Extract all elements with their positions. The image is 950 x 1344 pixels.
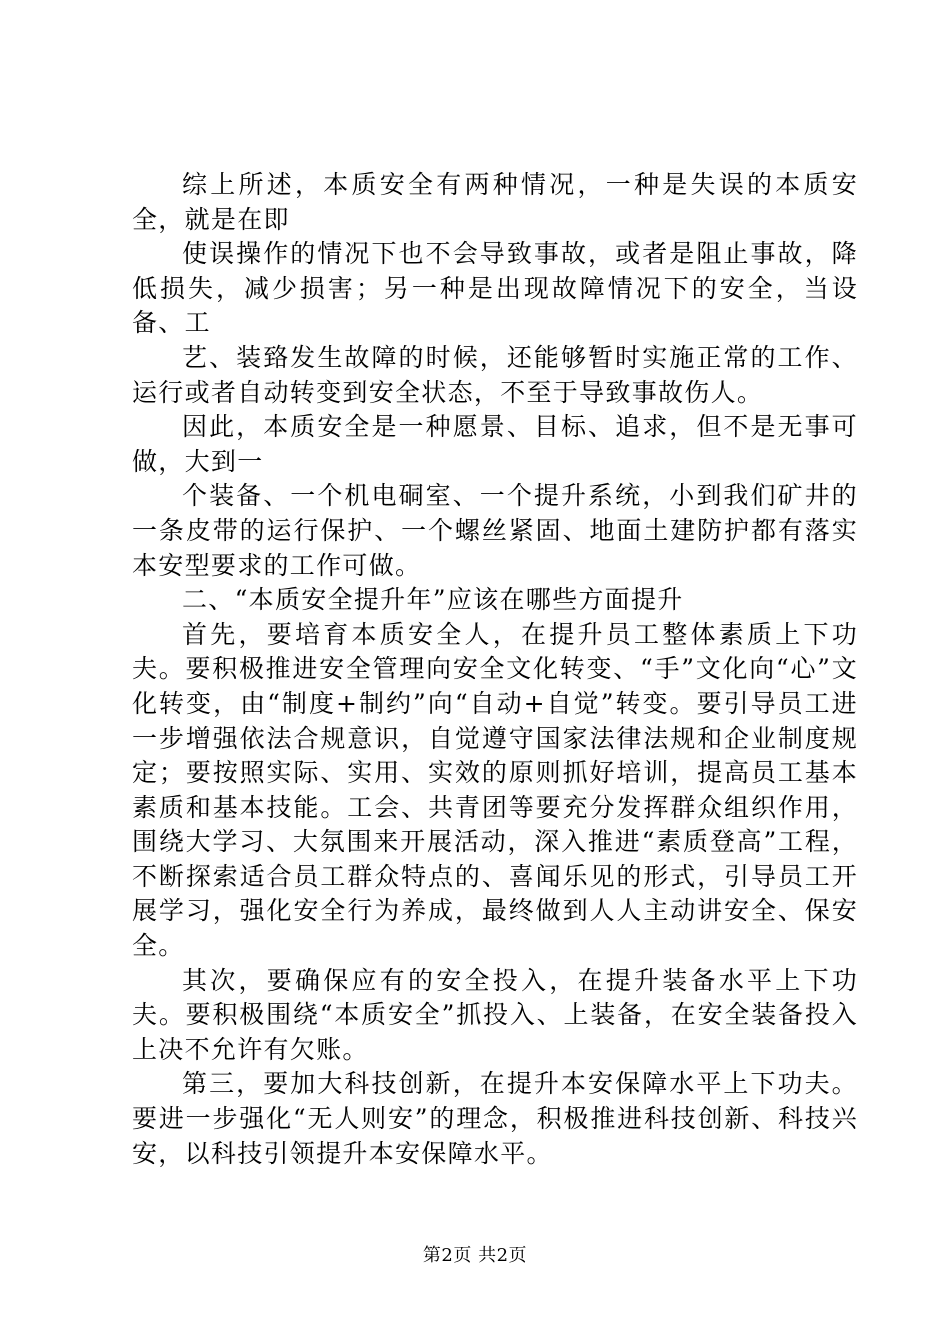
paragraph-8: 其次，要确保应有的安全投入，在提升装备水平上下功夫。要积极围绕“本质安全”抓投入、上装备，在安全装备投入上决不允许有欠账。 <box>132 965 858 1064</box>
document-body <box>132 168 858 1171</box>
paragraph-5: 个装备、一个机电硐室、一个提升系统，小到我们矿井的一条皮带的运行保护、一个螺丝紧固、地面土建防护都有落实本安型要求的工作可做。 <box>132 481 858 580</box>
page-number-label: 第2页 共2页 <box>422 1245 528 1266</box>
paragraph-3: 艺、装臵发生故障的时候，还能够暂时实施正常的工作、运行或者自动转变到安全状态，不至于导致事故伤人。 <box>132 342 858 407</box>
paragraph-2: 使误操作的情况下也不会导致事故，或者是阻止事故，降低损失，减少损害；另一种是出现故障情况下的安全，当设备、工 <box>132 239 858 338</box>
paragraph-7: 首先，要培育本质安全人，在提升员工整体素质上下功夫。要积极推进安全管理向安全文化转变、“手”文化向“心”文化转变，由“制度+制约”向“自动+自觉”转变。要引导员工进一步增强依法合规意识，自觉遵守国家法律法规和企业制度规定；要按照实际、实用、实效的原则抓好培训，提高员工基本素质和基本技能。工会、共青团等要充分发挥群众组织作用，围绕大学习、大氛围来开展活动，深入推进“素质登高”工程，不断探索适合员工群众特点的、喜闻乐见的形式，引导员工开展学习，强化安全行为养成，最终做到人人主动讲安全、保安全。 <box>132 619 858 961</box>
paragraph-4: 因此，本质安全是一种愿景、目标、追求，但不是无事可做，大到一 <box>132 412 858 476</box>
page-footer <box>0 1245 950 1267</box>
paragraph-9: 第三，要加大科技创新，在提升本安保障水平上下功夫。要进一步强化“无人则安”的理念，积极推进科技创新、科技兴安，以科技引领提升本安保障水平。 <box>132 1069 858 1168</box>
section-heading: 二、“本质安全提升年”应该在哪些方面提升 <box>182 585 684 615</box>
paragraph-1: 综上所述，本质安全有两种情况，一种是失误的本质安全，就是在即 <box>132 170 858 234</box>
